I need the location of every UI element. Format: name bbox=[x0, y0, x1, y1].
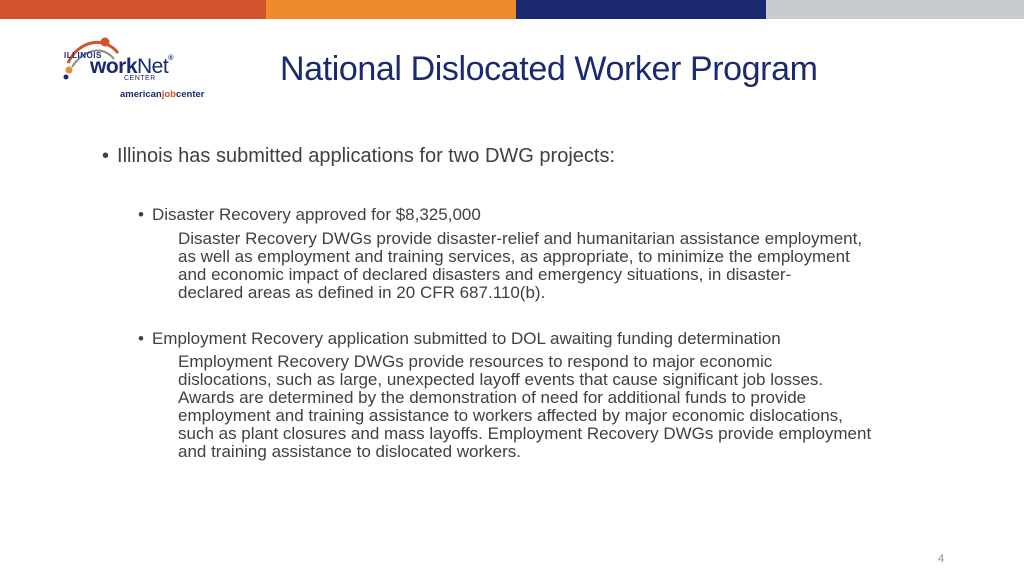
bullet-dot: • bbox=[102, 145, 110, 167]
paragraph-line: Awards are determined by the demonstration of need for additional funds to provide bbox=[178, 388, 807, 407]
paragraph-line: as well as employment and training services, as appropriate, to minimize the employment bbox=[178, 247, 850, 266]
logo-center: CENTER bbox=[124, 75, 156, 82]
color-bar-navy bbox=[516, 0, 766, 19]
employment-paragraph bbox=[178, 353, 978, 461]
sub-bullet-disaster bbox=[138, 205, 481, 225]
sub-bullet-employment bbox=[138, 329, 781, 349]
paragraph-line: employment and training assistance to workers affected by major economic dislocations, bbox=[178, 406, 843, 425]
bullet-dot: • bbox=[138, 329, 144, 348]
color-bar-orange bbox=[266, 0, 516, 19]
color-bar-gray bbox=[766, 0, 1024, 19]
bullet-dot: • bbox=[138, 205, 144, 224]
paragraph-line: dislocations, such as large, unexpected layoff events that cause significant job losses. bbox=[178, 370, 824, 389]
workNet-logo bbox=[62, 33, 222, 105]
paragraph-line: and training assistance to dislocated workers. bbox=[178, 442, 522, 461]
paragraph-line: Employment Recovery DWGs provide resources to respond to major economic bbox=[178, 352, 773, 371]
top-color-bar bbox=[0, 0, 1024, 19]
logo-illinois: ILLINOIS bbox=[64, 51, 102, 60]
sub-bullet-employment-heading: Employment Recovery application submitted to DOL awaiting funding determination bbox=[151, 329, 781, 348]
color-bar-red bbox=[0, 0, 266, 19]
bullet-main-text: Illinois has submitted applications for two DWG projects: bbox=[117, 145, 615, 167]
disaster-paragraph bbox=[178, 230, 978, 302]
logo-american-job-center: americanjobcenter bbox=[120, 89, 205, 100]
paragraph-line: declared areas as defined in 20 CFR 687.110(b). bbox=[178, 283, 546, 302]
page-number: 4 bbox=[938, 553, 945, 565]
bullet-main bbox=[102, 145, 615, 168]
sub-bullet-disaster-heading: Disaster Recovery approved for $8,325,000 bbox=[151, 205, 481, 224]
paragraph-line: and economic impact of declared disasters and emergency situations, in disaster- bbox=[178, 265, 792, 284]
paragraph-line: such as plant closures and mass layoffs. Employment Recovery DWGs provide employment bbox=[178, 424, 872, 443]
paragraph-line: Disaster Recovery DWGs provide disaster-relief and humanitarian assistance employment, bbox=[178, 229, 863, 248]
slide-title: National Dislocated Worker Program bbox=[280, 50, 818, 88]
logo-worknet: workNet® bbox=[90, 55, 173, 78]
